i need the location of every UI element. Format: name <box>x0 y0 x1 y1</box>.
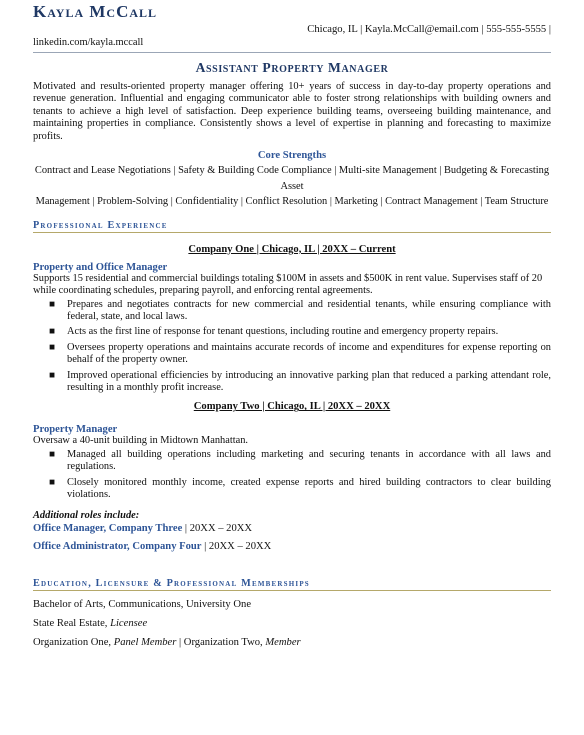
core-strengths-title: Core Strengths <box>257 150 327 162</box>
bullet-text: Closely monitored monthly income, created expense reports and hired building contractors to clear building violations. <box>67 476 551 501</box>
additional-role-title: Office Manager, Company Three <box>33 522 183 534</box>
bullet-item <box>49 448 551 474</box>
professional-summary: Motivated and results-oriented property manager offering 10+ years of success in day-to-day property operations and revenue generation. Influential and engaging communicator able to foster strong relationships with building owners and tenants to achieve a high level of satisfaction. Deep experience building teams, overseeing building maintenance, and maintaining properties in compliance. Consistently shows a level of expertise in planning and forecasting to maximize profits. <box>33 81 551 142</box>
membership-org: Organization One, <box>33 636 114 648</box>
bullet-icon: ■ <box>49 341 56 353</box>
additional-role <box>33 521 551 536</box>
core-strengths-line: Contract and Lease Negotiations | Safety & Building Code Compliance | Multi-site Management | Budgeting & Forecasting Asset <box>34 165 550 192</box>
candidate-name: Kayla McCall <box>33 2 158 21</box>
job-bullets <box>33 449 551 502</box>
bullet-text: Acts as the first line of response for tenant questions, including routine and emergency property repairs. <box>67 326 499 338</box>
company-heading: Company One | Chicago, IL | 20XX – Current <box>188 243 396 255</box>
license-status: Licensee <box>110 617 148 629</box>
bullet-text: Prepares and negotiates contracts for new commercial and residential tenants, while ensuring compliance with federal, state, and local laws. <box>67 298 551 323</box>
bullet-icon: ■ <box>49 326 56 338</box>
additional-role-title: Office Administrator, Company Four <box>33 540 202 552</box>
bullet-icon: ■ <box>49 448 56 460</box>
job-headline: Assistant Property Manager <box>195 60 389 75</box>
bullet-icon: ■ <box>49 369 56 381</box>
additional-role-dates: | 20XX – 20XX <box>182 522 253 534</box>
core-strengths-line: Management | Problem-Solving | Confidentiality | Conflict Resolution | Marketing | Contract Management | Team Structure <box>35 196 549 208</box>
bullet-icon: ■ <box>49 298 56 310</box>
bullet-item <box>49 298 551 324</box>
memberships <box>33 637 551 649</box>
core-strengths-list <box>33 163 551 210</box>
experience-section-title: Professional Experience <box>33 220 551 233</box>
resume-header <box>33 0 551 54</box>
membership-role: Member <box>265 636 301 648</box>
header-divider <box>33 52 551 53</box>
bullet-icon: ■ <box>49 476 56 488</box>
bullet-text: Oversees property operations and maintains accurate records of income and expenditures for expense reporting on behalf of the property owner. <box>67 341 551 366</box>
company-heading: Company Two | Chicago, IL | 20XX – 20XX <box>193 401 391 413</box>
license-name: State Real Estate, <box>33 617 111 629</box>
contact-info: Chicago, IL | Kayla.McCall@email.com | 555-555-5555 | <box>307 24 551 35</box>
bullet-item <box>49 476 551 502</box>
additional-role-dates: | 20XX – 20XX <box>201 540 272 552</box>
bullet-text: Improved operational efficiencies by introducing an innovative parking plan that reduced a parking attendant role, resulting in a monthly profit increase. <box>67 369 551 394</box>
degree: Bachelor of Arts, Communications, University One <box>33 598 252 610</box>
job-title: Property Manager <box>33 424 118 436</box>
job-description: Supports 15 residential and commercial buildings totaling $100M in assets and $500K in rent value. Supervises staff of 20 while coordinating schedules, preparing payroll, and enforcing rental agreements. <box>33 272 543 297</box>
additional-role <box>33 539 551 554</box>
linkedin-url[interactable]: linkedin.com/kayla.mccall <box>33 37 144 48</box>
membership-separator: | Organization Two, <box>176 636 266 648</box>
job-bullets <box>33 299 551 395</box>
bullet-item <box>49 341 551 367</box>
bullet-text: Managed all building operations including marketing and securing tenants in accordance with all laws and regulations. <box>67 448 551 473</box>
bullet-item <box>49 326 551 338</box>
membership-role: Panel Member <box>113 636 177 648</box>
job-title: Property and Office Manager <box>33 261 168 273</box>
job-description: Oversaw a 40-unit building in Midtown Manhattan. <box>33 435 248 447</box>
license <box>33 618 551 630</box>
bullet-item <box>49 369 551 395</box>
education-section-title: Education, Licensure & Professional Memberships <box>33 578 551 591</box>
additional-roles-title: Additional roles include: <box>33 509 140 521</box>
